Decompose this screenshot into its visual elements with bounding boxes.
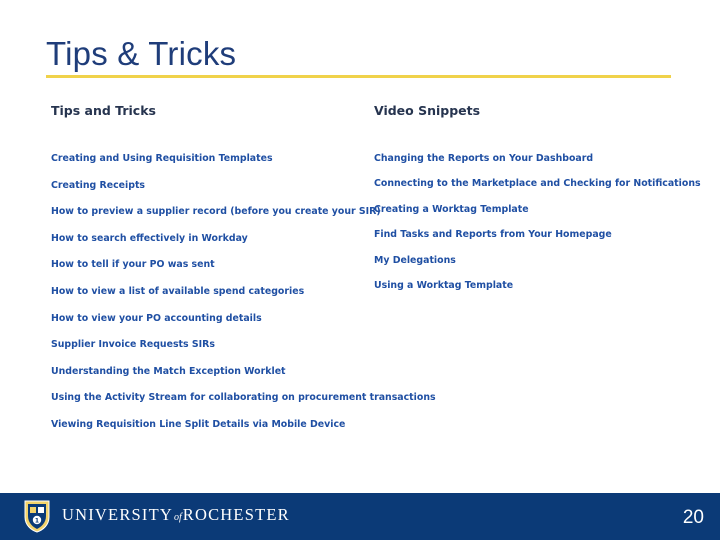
video-snippet-link[interactable]: Creating a Worktag Template: [374, 203, 529, 215]
page-number: 20: [682, 507, 704, 528]
tips-link[interactable]: Viewing Requisition Line Split Details via Mobile Device: [51, 418, 346, 430]
tips-link[interactable]: Creating Receipts: [51, 179, 146, 191]
tips-link[interactable]: How to search effectively in Workday: [51, 232, 248, 244]
tips-link[interactable]: How to tell if your PO was sent: [51, 259, 215, 271]
footer-bar: [0, 493, 720, 540]
tips-link[interactable]: How to view a list of available spend categories: [51, 285, 305, 297]
tips-heading: Tips and Tricks: [51, 103, 156, 118]
title-underline: [46, 75, 671, 78]
tips-link[interactable]: Understanding the Match Exception Worklet: [51, 365, 286, 377]
tips-link[interactable]: Using the Activity Stream for collaborating on procurement transactions: [51, 392, 436, 404]
video-snippets-heading: Video Snippets: [374, 103, 481, 118]
tips-link[interactable]: How to view your PO accounting details: [51, 312, 262, 324]
video-snippet-link[interactable]: Connecting to the Marketplace and Checking for Notifications: [374, 178, 701, 190]
wordmark-rochester: ROCHESTER: [182, 505, 290, 524]
wordmark-of: of: [174, 512, 182, 523]
university-crest-icon: [22, 499, 52, 533]
slide-title: Tips & Tricks: [46, 35, 237, 72]
tips-link[interactable]: Creating and Using Requisition Templates: [51, 153, 273, 164]
wordmark-university: UNIVERSITY: [62, 505, 173, 524]
university-wordmark: [62, 505, 290, 528]
tips-link[interactable]: Supplier Invoice Requests SIRs: [51, 339, 215, 351]
video-snippet-link[interactable]: My Delegations: [374, 254, 456, 266]
tips-link[interactable]: How to preview a supplier record (before you create your SIR): [51, 206, 381, 218]
video-snippet-link[interactable]: Find Tasks and Reports from Your Homepage: [374, 229, 612, 241]
svg-text:1: 1: [34, 517, 40, 525]
video-snippets-link-list: [374, 152, 701, 304]
video-snippet-link[interactable]: Using a Worktag Template: [374, 279, 514, 291]
video-snippet-link[interactable]: Changing the Reports on Your Dashboard: [374, 153, 594, 164]
